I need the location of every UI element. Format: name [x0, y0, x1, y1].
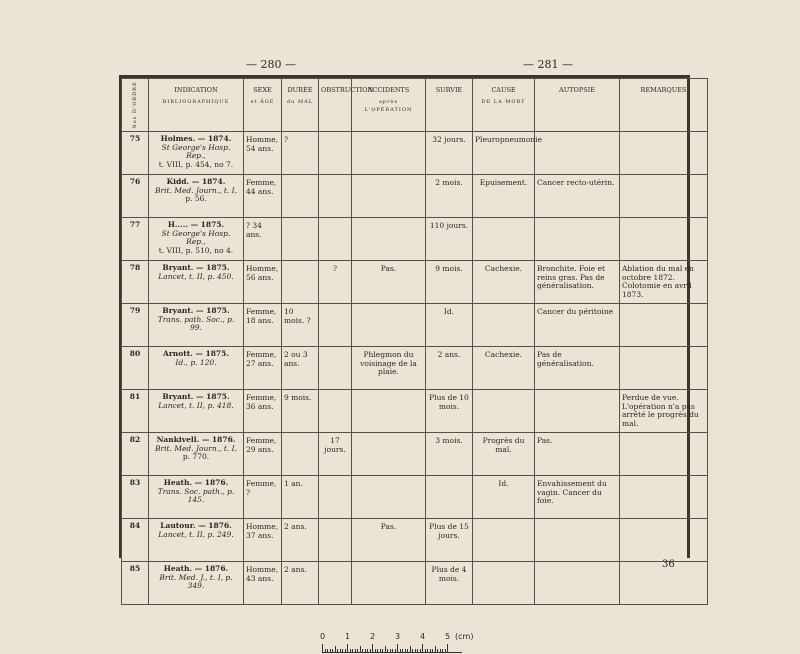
- column-header-label: Nos D'ORDRE: [131, 81, 138, 129]
- scale-tick: [360, 646, 361, 652]
- cell-autopsie: [535, 218, 620, 261]
- scale-tick: [340, 649, 341, 652]
- cell-autopsie: Pas de généralisation.: [535, 347, 620, 390]
- cell-autopsie: [535, 390, 620, 433]
- scale-unit: (cm): [455, 632, 474, 641]
- cell-accidents: [352, 390, 426, 433]
- scale-tick: [345, 649, 346, 652]
- column-header-label: AUTOPSIE: [559, 86, 595, 94]
- scale-tick: [370, 649, 371, 652]
- scale-tick: [430, 649, 431, 652]
- table-row: [122, 261, 708, 304]
- bibliographic-reference: [149, 519, 244, 562]
- source: Brit. Med. Journ., t. I,: [154, 185, 237, 195]
- cell-survie: Plus de 4 mois.: [426, 562, 473, 605]
- case-number: 76: [122, 175, 149, 218]
- cell-survie: 2 mois.: [426, 175, 473, 218]
- author: Nankivell. — 1876.: [156, 435, 236, 444]
- cell-sexe: Homme, 56 ans.: [244, 261, 282, 304]
- cell-remarques: [620, 519, 708, 562]
- cell-obstruction: [319, 476, 352, 519]
- cell-duree: [282, 433, 319, 476]
- scale-tick: [415, 649, 416, 652]
- cell-obstruction: [319, 562, 352, 605]
- source-ref: p. 770.: [182, 452, 210, 461]
- cell-accidents: Phlegmon du voisinage de la plaie.: [352, 347, 426, 390]
- bibliographic-reference: [149, 132, 244, 175]
- cell-duree: 2 ou 3 ans.: [282, 347, 319, 390]
- scale-tick: [330, 649, 331, 652]
- scale-label: 3: [395, 632, 401, 641]
- column-header-label: OBSTRUCTION: [321, 86, 374, 94]
- cell-cause: Epuisement.: [473, 175, 535, 218]
- scale-tick: [435, 646, 436, 652]
- cell-sexe: Homme, 54 ans.: [244, 132, 282, 175]
- cell-accidents: [352, 132, 426, 175]
- column-header-label: CAUSE: [491, 86, 516, 94]
- scale-labels: [320, 632, 474, 644]
- scale-tick: [342, 649, 343, 652]
- table-body: [122, 132, 708, 605]
- source: Id., p. 120.: [175, 357, 217, 367]
- case-number: 80: [122, 347, 149, 390]
- cell-sexe: Femme, 44 ans.: [244, 175, 282, 218]
- source: Lancet, t. II, p. 450.: [158, 271, 234, 281]
- column-header-9: [620, 79, 708, 132]
- cell-remarques: Ablation du mal en octobre 1872. Colotomie en avril 1873.: [620, 261, 708, 304]
- source: Brit. Med. Journ., t. I,: [154, 443, 237, 453]
- page-number-left: — 280 —: [246, 58, 296, 71]
- scale-tick: [442, 649, 443, 652]
- cell-accidents: Pas.: [352, 261, 426, 304]
- column-header-sub: après L'OPÉRATION: [364, 98, 413, 113]
- bibliographic-reference: [149, 562, 244, 605]
- cell-remarques: [620, 132, 708, 175]
- cell-cause: Cachexie.: [473, 347, 535, 390]
- scale-tick: [432, 649, 433, 652]
- scale-tick: [387, 649, 388, 652]
- cell-sexe: ? 34 ans.: [244, 218, 282, 261]
- scale-tick: [440, 649, 441, 652]
- scale-tick: [377, 649, 378, 652]
- cell-accidents: [352, 175, 426, 218]
- cell-accidents: [352, 304, 426, 347]
- case-number: 81: [122, 390, 149, 433]
- cell-obstruction: [319, 304, 352, 347]
- cell-accidents: Pas.: [352, 519, 426, 562]
- scale-bar: [322, 644, 462, 653]
- bibliographic-reference: [149, 476, 244, 519]
- scale-tick: [347, 644, 348, 652]
- case-number: 75: [122, 132, 149, 175]
- bibliographic-reference: [149, 347, 244, 390]
- scale-tick: [402, 649, 403, 652]
- scale-tick: [410, 646, 411, 652]
- case-table: [121, 78, 708, 605]
- cell-survie: Plus de 10 mois.: [426, 390, 473, 433]
- column-header-label: SURVIE: [435, 86, 463, 94]
- cell-sexe: Femme, 27 ans.: [244, 347, 282, 390]
- source: Brit. Med. J., t. I, p. 349.: [159, 572, 233, 590]
- case-number: 79: [122, 304, 149, 347]
- scale-label: 2: [370, 632, 376, 641]
- scale-tick: [392, 649, 393, 652]
- cell-remarques: [620, 433, 708, 476]
- column-header-8: [535, 79, 620, 132]
- page-number-right: — 281 —: [523, 58, 573, 71]
- cell-duree: 2 ans.: [282, 519, 319, 562]
- cell-accidents: [352, 562, 426, 605]
- author: Holmes. — 1874.: [160, 134, 232, 143]
- cell-sexe: Femme, 29 ans.: [244, 433, 282, 476]
- bibliographic-reference: [149, 261, 244, 304]
- cell-autopsie: [535, 519, 620, 562]
- column-header-7: [473, 79, 535, 132]
- scale-tick: [437, 649, 438, 652]
- cell-duree: [282, 175, 319, 218]
- cell-sexe: Femme, 36 ans.: [244, 390, 282, 433]
- scale-tick: [400, 649, 401, 652]
- table-row: [122, 175, 708, 218]
- scale-tick: [372, 644, 373, 652]
- table-row: [122, 476, 708, 519]
- cell-sexe: Femme, 18 ans.: [244, 304, 282, 347]
- case-number: 77: [122, 218, 149, 261]
- scale-tick: [375, 649, 376, 652]
- cell-sexe: Homme, 37 ans.: [244, 519, 282, 562]
- scale-tick: [332, 649, 333, 652]
- source: Lancet, t. II, p. 249.: [158, 529, 234, 539]
- cell-accidents: [352, 476, 426, 519]
- table-row: [122, 390, 708, 433]
- author: Bryant. — 1875.: [162, 306, 230, 315]
- author: Heath. — 1876.: [163, 564, 229, 573]
- cell-obstruction: [319, 519, 352, 562]
- cell-survie: 9 mois.: [426, 261, 473, 304]
- column-header-6: [426, 79, 473, 132]
- source: Lancet, t. II, p. 418.: [158, 400, 234, 410]
- cell-obstruction: ?: [319, 261, 352, 304]
- column-header-1: [149, 79, 244, 132]
- table-row: [122, 347, 708, 390]
- cell-obstruction: [319, 218, 352, 261]
- author: Heath. — 1876.: [163, 478, 229, 487]
- cell-autopsie: [535, 562, 620, 605]
- bibliographic-reference: [149, 390, 244, 433]
- column-header-2: [244, 79, 282, 132]
- column-header-sub: BIBLIOGRAPHIQUE: [162, 98, 230, 105]
- author: Arnott. — 1875.: [163, 349, 229, 358]
- cell-obstruction: [319, 390, 352, 433]
- header-row: [122, 79, 708, 132]
- cell-accidents: [352, 218, 426, 261]
- scale-tick: [447, 644, 448, 652]
- source-ref: t. VIII, p. 510, no 4.: [158, 245, 234, 255]
- author: H..... — 1875.: [167, 220, 225, 229]
- column-header-label: REMARQUES: [640, 86, 687, 94]
- case-number: 78: [122, 261, 149, 304]
- cell-autopsie: Envahissement du vagin. Cancer du foie.: [535, 476, 620, 519]
- table-row: [122, 132, 708, 175]
- case-number: 82: [122, 433, 149, 476]
- cell-autopsie: Cancer du péritoine: [535, 304, 620, 347]
- cell-autopsie: Pas.: [535, 433, 620, 476]
- source: St George's Hosp. Rep.,: [161, 142, 231, 160]
- bibliographic-reference: [149, 304, 244, 347]
- scale-tick: [322, 644, 323, 652]
- cell-obstruction: 17 jours.: [319, 433, 352, 476]
- cell-survie: Plus de 15 jours.: [426, 519, 473, 562]
- source-ref: p. 56.: [185, 194, 207, 203]
- scale-tick: [350, 649, 351, 652]
- scale-tick: [352, 649, 353, 652]
- column-header-0: [122, 79, 149, 132]
- table-row: [122, 519, 708, 562]
- table-row: [122, 562, 708, 605]
- cell-sexe: Homme, 43 ans.: [244, 562, 282, 605]
- scale-tick: [397, 644, 398, 652]
- scale-tick: [425, 649, 426, 652]
- column-header-sub: du MAL: [286, 98, 314, 105]
- cell-duree: [282, 218, 319, 261]
- scale-tick: [405, 649, 406, 652]
- cell-cause: Progrès du mal.: [473, 433, 535, 476]
- cell-sexe: Femme, ?: [244, 476, 282, 519]
- author: Lautour. — 1876.: [160, 521, 232, 530]
- scale-tick: [357, 649, 358, 652]
- bibliographic-reference: [149, 175, 244, 218]
- author: Bryant. — 1875.: [162, 263, 230, 272]
- scale-tick: [422, 644, 423, 652]
- scale-label: 5: [445, 632, 451, 641]
- scale-label: 0: [320, 632, 326, 641]
- cell-duree: 10 mois. ?: [282, 304, 319, 347]
- cell-survie: 32 jours.: [426, 132, 473, 175]
- scale-tick: [427, 649, 428, 652]
- cell-duree: 9 mois.: [282, 390, 319, 433]
- cell-remarques: [620, 175, 708, 218]
- cell-obstruction: [319, 175, 352, 218]
- cell-duree: 2 ans.: [282, 562, 319, 605]
- case-number: 83: [122, 476, 149, 519]
- cell-duree: 1 an.: [282, 476, 319, 519]
- scale-tick: [417, 649, 418, 652]
- column-header-label: INDICATION: [174, 86, 218, 94]
- column-header-label: DURÉE: [287, 86, 313, 94]
- scale-tick: [412, 649, 413, 652]
- scale-label: 1: [345, 632, 351, 641]
- case-number: 85: [122, 562, 149, 605]
- scale-tick: [335, 646, 336, 652]
- cell-obstruction: [319, 347, 352, 390]
- case-number: 84: [122, 519, 149, 562]
- cell-duree: ?: [282, 132, 319, 175]
- bibliographic-reference: [149, 218, 244, 261]
- scale-ruler: [320, 632, 474, 653]
- cell-survie: 3 mois.: [426, 433, 473, 476]
- column-header-label: SEXE: [253, 86, 272, 94]
- cell-accidents: [352, 433, 426, 476]
- scale-tick: [380, 649, 381, 652]
- scale-tick: [325, 649, 326, 652]
- footer-number: 36: [662, 559, 675, 570]
- cell-survie: 2 ans.: [426, 347, 473, 390]
- table-row: [122, 218, 708, 261]
- cell-survie: 110 jours.: [426, 218, 473, 261]
- scale-tick: [385, 646, 386, 652]
- cell-remarques: Perdue de vue. L'opération n'a pas arrêté le progrès du mal.: [620, 390, 708, 433]
- scale-label: 4: [420, 632, 426, 641]
- cell-obstruction: [319, 132, 352, 175]
- scale-tick: [367, 649, 368, 652]
- source-ref: t. VIII, p. 454, no 7.: [158, 159, 234, 169]
- column-header-sub: DE LA MORT: [481, 98, 526, 105]
- source: St George's Hosp. Rep.,: [161, 228, 231, 246]
- scale-tick: [382, 649, 383, 652]
- author: Kidd. — 1874.: [166, 177, 226, 186]
- cell-cause: Id.: [473, 476, 535, 519]
- scale-tick: [327, 649, 328, 652]
- source: Trans. path. Soc., p. 99.: [157, 314, 235, 332]
- column-header-sub: et ÂGE: [250, 98, 275, 105]
- cell-remarques: [620, 476, 708, 519]
- scale-tick: [445, 649, 446, 652]
- cell-remarques: [620, 347, 708, 390]
- scale-tick: [395, 649, 396, 652]
- scale-tick: [365, 649, 366, 652]
- table-row: [122, 304, 708, 347]
- cell-cause: Pleuropneumonie: [473, 132, 535, 175]
- cell-autopsie: [535, 132, 620, 175]
- cell-autopsie: Cancer recto-utérin.: [535, 175, 620, 218]
- cell-autopsie: Bronchite. Foie et reins gras. Pas de généralisation.: [535, 261, 620, 304]
- table-frame: [119, 75, 699, 590]
- source: Trans. Soc. path., p. 145.: [157, 486, 235, 504]
- cell-cause: [473, 562, 535, 605]
- cell-survie: Id.: [426, 304, 473, 347]
- cell-cause: Cachexie.: [473, 261, 535, 304]
- column-header-3: [282, 79, 319, 132]
- cell-cause: [473, 390, 535, 433]
- scale-tick: [355, 649, 356, 652]
- bibliographic-reference: [149, 433, 244, 476]
- cell-cause: [473, 218, 535, 261]
- table-row: [122, 433, 708, 476]
- cell-survie: [426, 476, 473, 519]
- column-header-4: [319, 79, 374, 132]
- column-header-label: ACCIDENTS: [367, 86, 410, 94]
- cell-remarques: [620, 304, 708, 347]
- cell-cause: [473, 304, 535, 347]
- scale-tick: [390, 649, 391, 652]
- cell-remarques: [620, 218, 708, 261]
- cell-cause: [473, 519, 535, 562]
- scale-tick: [362, 649, 363, 652]
- cell-duree: [282, 261, 319, 304]
- scale-tick: [420, 649, 421, 652]
- scale-tick: [407, 649, 408, 652]
- author: Bryant. — 1875.: [162, 392, 230, 401]
- scale-tick: [337, 649, 338, 652]
